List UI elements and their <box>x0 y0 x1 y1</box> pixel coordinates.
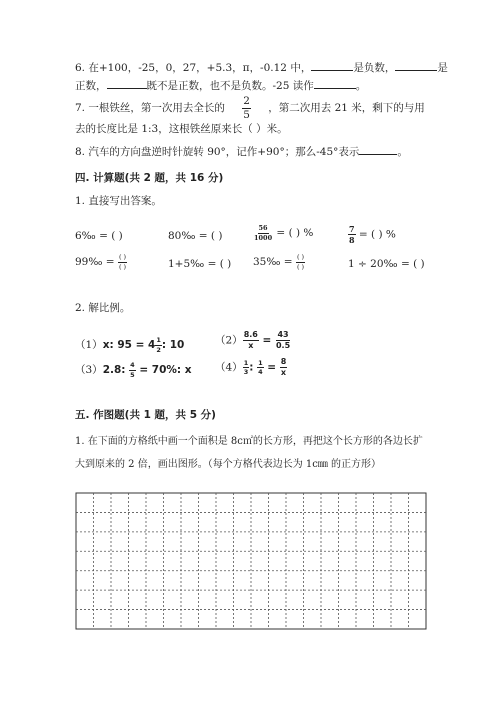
proportion-3-num: 4 <box>130 361 135 369</box>
calc-r1-c-tail: = ( ) % <box>273 227 314 239</box>
proportion-2-right-den: 0.5 <box>275 341 291 350</box>
section5-line1: 1. 在下面的方格纸中画一个面积是 8c㎡的长方形，再把这个长方形的各边长扩 <box>75 436 423 447</box>
calc-r2-c-fraction <box>296 254 305 270</box>
calc-r1-c <box>253 225 313 241</box>
calc-r2-a-den: ( ) <box>118 262 127 271</box>
calc-r2-c <box>253 254 305 270</box>
section5-title: 五. 作图题(共 1 题，共 5 分) <box>75 409 216 421</box>
calc-r2-a-num: ( ) <box>118 253 127 261</box>
proportion-3-tail: = 70%: x <box>135 364 192 376</box>
calc-r1-c-num: 56 <box>258 224 268 232</box>
q7-fraction <box>242 96 251 120</box>
proportion-1-tail: : 10 <box>161 339 185 351</box>
proportion-1-label: （1） <box>75 339 103 351</box>
proportion-3-head: 2.8: <box>102 364 130 376</box>
proportion-4 <box>215 358 287 377</box>
q8-line <box>75 144 408 159</box>
calc-r2-a-fraction <box>118 254 127 270</box>
proportion-4-eq: = <box>263 361 280 374</box>
calc-r1-a: 6‰ = ( ) <box>75 230 123 242</box>
section4-title: 四. 计算题(共 2 题，共 16 分) <box>75 172 224 184</box>
proportion-4-a-num: 1 <box>243 358 249 367</box>
q6-blank-reading[interactable] <box>314 78 356 89</box>
proportion-2-label: （2） <box>215 334 243 347</box>
proportion-2-right <box>275 331 291 350</box>
q6-text-e: 正数， <box>75 80 107 92</box>
proportion-4-c-num: 8 <box>280 357 287 366</box>
calc-r2-a <box>75 254 127 270</box>
calc-r2-c-den: ( ) <box>296 262 305 271</box>
q6-text-g: 。 <box>355 80 367 92</box>
calc-r2-c-num: ( ) <box>296 253 305 261</box>
calc-r2-a-head: 99‰ = <box>75 256 118 268</box>
q6-blank-neither[interactable] <box>107 78 147 89</box>
section5-line2: 大到原来的 2 倍，画出图形。（每个方格代表边长为 1c㎜ 的正方形） <box>75 459 382 470</box>
section4-q1: 1. 直接写出答案。 <box>75 195 162 207</box>
proportion-2-eq: = <box>258 334 275 347</box>
calc-r1-b: 80‰ = ( ) <box>168 230 223 242</box>
q6-text-f: 既不是正数，也不是负数。-25 读作 <box>146 80 314 92</box>
q6-text-a: 6. 在+100，-25，0，27，+5.3， <box>75 62 243 74</box>
q7-frac-den: 5 <box>243 108 250 121</box>
proportion-1 <box>75 337 184 353</box>
proportion-1-frac-num: 1 <box>156 336 161 344</box>
q7-text-b: ，第二次用去 21 米，剩下的与用 <box>268 102 425 114</box>
q6-pi: π <box>242 62 250 74</box>
calc-r2-d: 1 ÷ 20‰ = ( ) <box>348 258 425 270</box>
q7-line2: 去的长度比是 1:3，这根铁丝原来长（ ）米。 <box>75 123 288 135</box>
proportion-4-a-den: 3 <box>243 368 249 376</box>
calc-r1-c-fraction <box>253 225 273 241</box>
calc-r2-b: 1+5‰ = ( ) <box>168 258 232 270</box>
proportion-4-b-num: 1 <box>258 358 263 367</box>
q6-line2 <box>75 78 366 93</box>
calc-r1-d-tail: = ( ) % <box>355 228 396 241</box>
q6-line1 <box>75 60 448 75</box>
proportion-4-c <box>280 358 288 377</box>
proportion-4-b-den: 4 <box>258 368 263 376</box>
proportion-2-left-num: 8.6 <box>243 330 258 339</box>
q6-blank-positive[interactable] <box>395 60 437 71</box>
proportion-4-c-den: x <box>280 368 287 377</box>
proportion-2-left <box>243 331 259 350</box>
calc-r1-d <box>348 225 396 244</box>
proportion-3-label: （3） <box>75 364 103 376</box>
calc-r2-c-head: 35‰ = <box>253 256 296 268</box>
q7-line1 <box>75 96 425 120</box>
calc-r1-d-den: 8 <box>349 235 355 245</box>
q6-text-c: 是负数， <box>353 62 396 74</box>
q6-blank-negative[interactable] <box>311 60 353 71</box>
proportion-2-right-num: 43 <box>277 330 289 339</box>
calc-r1-c-den: 1000 <box>254 233 273 242</box>
proportion-3 <box>75 362 192 378</box>
proportion-1-expr: x: 95 = 4 <box>102 339 156 351</box>
q7-frac-num: 2 <box>243 95 250 107</box>
square-grid[interactable] <box>75 492 427 630</box>
proportion-2-left-den: x <box>248 341 254 350</box>
q8-blank[interactable] <box>359 144 397 155</box>
proportion-4-sep: : <box>249 361 258 374</box>
q6-text-d: 是 <box>437 62 448 74</box>
q7-text-a: 7. 一根铁丝，第一次用去全长的 <box>75 102 225 114</box>
proportion-2 <box>215 331 291 350</box>
proportion-4-label: （4） <box>215 361 243 374</box>
calc-r1-d-num: 7 <box>349 224 355 234</box>
proportion-1-frac-den: 2 <box>156 345 161 354</box>
q8-text: 8. 汽车的方向盘逆时针旋转 90°，记作+90°；那么-45°表示 <box>75 146 360 158</box>
q6-text-b: ，-0.12 中， <box>249 62 312 74</box>
q8-end: 。 <box>397 146 408 158</box>
calc-r1-d-fraction <box>348 225 356 244</box>
proportion-3-den: 5 <box>130 370 135 379</box>
section4-q2: 2. 解比例。 <box>75 302 131 314</box>
